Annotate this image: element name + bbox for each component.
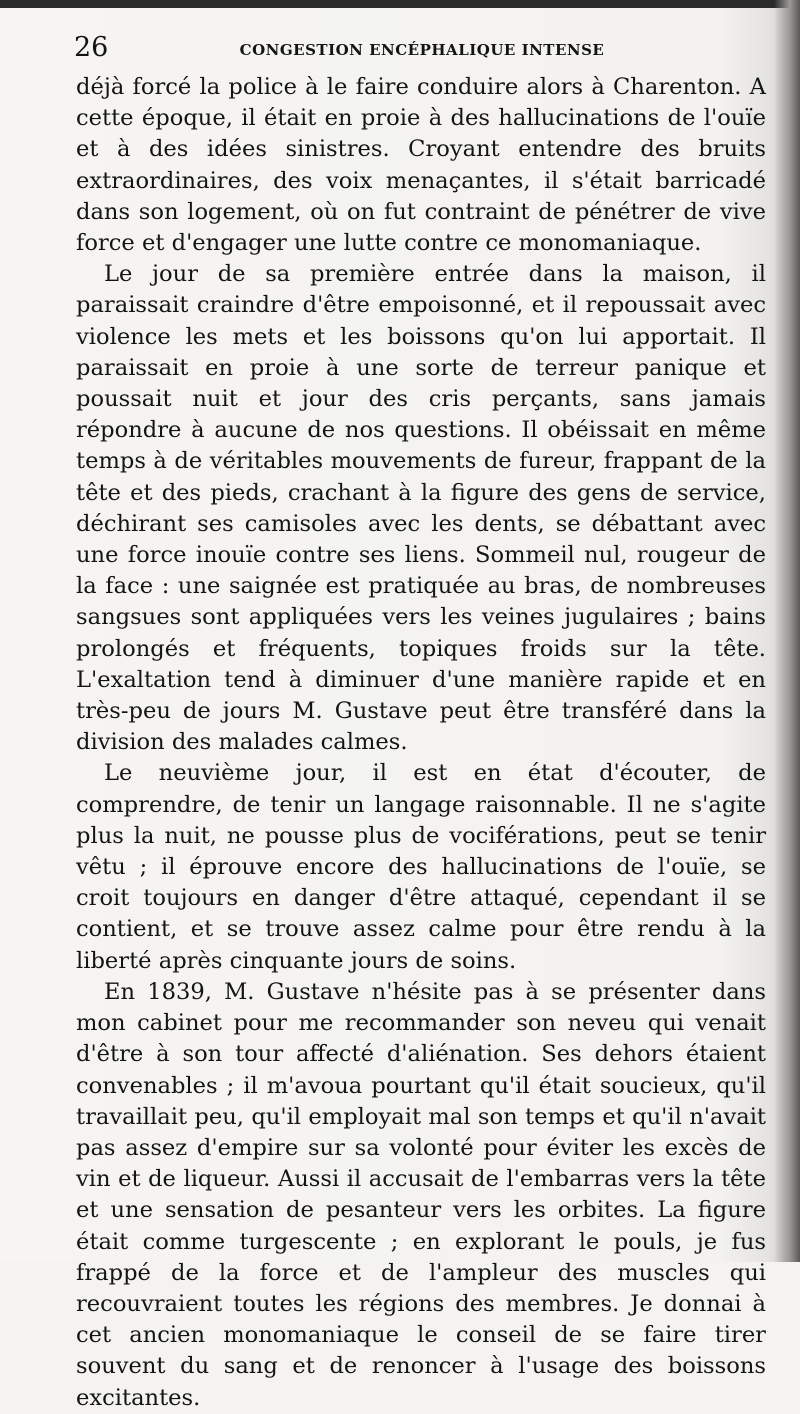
paragraph: Le jour de sa première entrée dans la maison, il paraissait craindre d'être empoisonné, et il repoussait avec violence les mets et les boissons qu'on lui apportait. Il paraissait en proie à une sorte de terreur panique et poussait nuit et jour des cris perçants, sans jamais répondre à aucune de nos questions. Il obéissait en même temps à de véritables mouvements de fureur, frappant de la tête et des pieds, crachant à la figure des gens de service, déchirant ses camisoles avec les dents, se débattant avec une force inouïe contre ses liens. Sommeil nul, rougeur de la face : une saignée est pratiquée au bras, de nombreuses sangsues sont appliquées vers les veines jugulaires ; bains prolongés et fréquents, topiques froids sur la tête. L'exaltation tend à diminuer d'une manière rapide et en très-peu de jours M. Gustave peut être transféré dans la division des malades calmes. bbox=[76, 261, 766, 756]
body-text bbox=[76, 72, 766, 1414]
scan-top-edge bbox=[0, 0, 800, 8]
page-gutter-shadow bbox=[774, 0, 800, 1262]
paragraph-continuation: déjà forcé la police à le faire conduire alors à Charenton. A cette époque, il était en proie à des hallucinations de l'ouïe et à des idées sinistres. Croyant entendre des bruits extraordinaires, des voix menaçantes, il s'était barricadé dans son logement, où on fut contraint de pénétrer de vive force et d'engager une lutte contre ce monomaniaque. bbox=[76, 74, 766, 257]
page-number: 26 bbox=[74, 32, 109, 63]
paragraph: En 1839, M. Gustave n'hésite pas à se présenter dans mon cabinet pour me recommander son neveu qui venait d'être à son tour affecté d'aliénation. Ses dehors étaient convenables ; il m'avoua pourtant qu'il était soucieux, qu'il travaillait peu, qu'il employait mal son temps et qu'il n'avait pas assez d'empire sur sa volonté pour éviter les excès de vin et de liqueur. Aussi il accusait de l'embarras vers la tête et une sensation de pesanteur vers les orbites. La figure était comme turgescente ; en explorant le pouls, je fus frappé de la force et de l'ampleur des muscles qui recouvraient toutes les régions des membres. Je donnai à cet ancien monomaniaque le conseil de se faire tirer souvent du sang et de renoncer à l'usage des boissons excitantes. bbox=[76, 978, 766, 1411]
paragraph: Le neuvième jour, il est en état d'écouter, de comprendre, de tenir un langage raisonnable. Il ne s'agite plus la nuit, ne pousse plus de vociférations, peut se tenir vêtu ; il éprouve encore des hallucinations de l'ouïe, se croit toujours en danger d'être attaqué, cependant il se contient, et se trouve assez calme pour être rendu à la liberté après cinquante jours de soins. bbox=[76, 760, 766, 974]
page-header bbox=[74, 28, 770, 68]
running-head: CONGESTION ENCÉPHALIQUE INTENSE bbox=[239, 41, 605, 59]
